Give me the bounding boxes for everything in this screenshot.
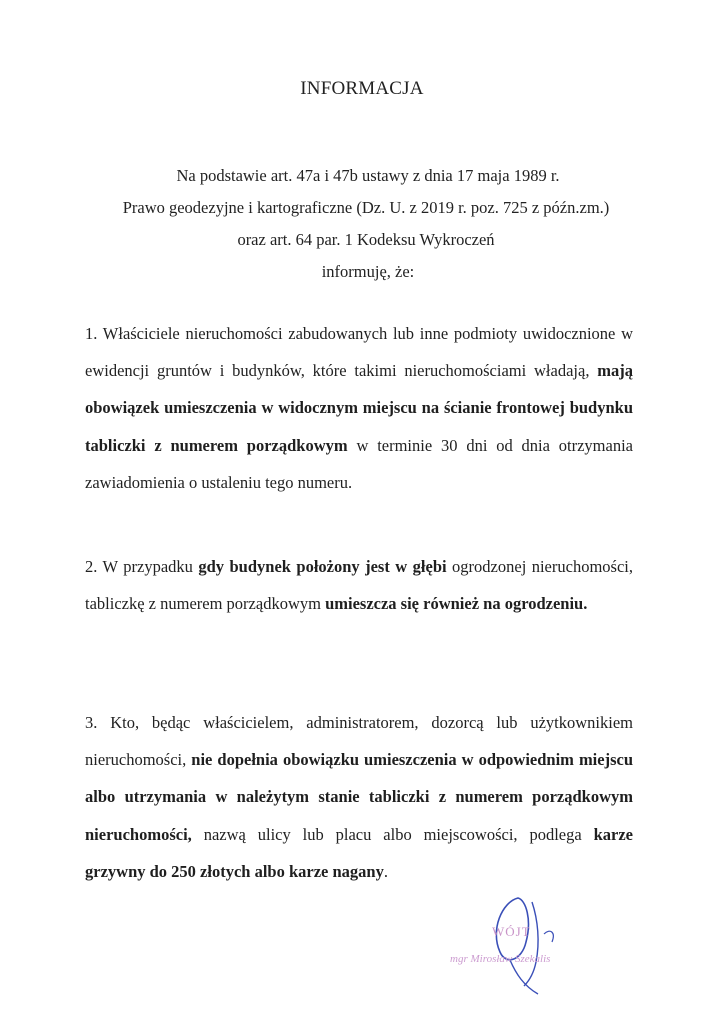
- paragraph-3-text-3: .: [383, 861, 388, 881]
- legal-basis-line-4: informuję, że:: [321, 262, 415, 281]
- paragraph-3: [85, 704, 633, 890]
- paragraph-1-text-2: w terminie 30 dni od dnia otrzymania zawiadomienia o ustaleniu tego numeru.: [85, 435, 633, 492]
- legal-basis-line-3: oraz art. 64 par. 1 Kodeksu Wykroczeń: [237, 230, 495, 249]
- signature-icon: [440, 890, 630, 1000]
- paragraph-3-text-1: 3. Kto, będąc właścicielem, administratorem, dozorcą lub użytkownikiem nieruchomości,: [85, 713, 633, 770]
- paragraph-2: [85, 548, 633, 622]
- paragraph-2-text-2: ogrodzonej nieruchomości, tabliczkę z numerem porządkowym: [85, 557, 633, 614]
- paragraph-1-bold-1: mają obowiązek umieszczenia w widocznym miejscu na ścianie frontowej budynku tabliczki z numerem porządkowym: [85, 361, 633, 455]
- legal-basis-line-1: Na podstawie art. 47a i 47b ustawy z dnia 17 maja 1989 r.: [176, 166, 560, 185]
- paragraph-1: [85, 315, 633, 501]
- stamp-name: mgr Mirosław Szekalis: [450, 953, 551, 965]
- paragraph-3-bold-1: nie dopełnia obowiązku umieszczenia w odpowiednim miejscu albo utrzymania w należytym stanie tabliczki z numerem porządkowym nieruchomości,: [85, 750, 634, 844]
- legal-basis-line-2: Prawo geodezyjne i kartograficzne (Dz. U. z 2019 r. poz. 725 z późn.zm.): [122, 198, 610, 217]
- stamp-title: WÓJT: [492, 924, 531, 939]
- paragraph-2-text-1: 2. W przypadku: [85, 557, 199, 576]
- paragraph-2-bold-1: gdy budynek położony jest w głębi: [198, 557, 447, 576]
- signature-block: [440, 890, 630, 1000]
- paragraph-3-bold-2: karze grzywny do 250 złotych albo karze nagany: [85, 824, 633, 881]
- page-title: INFORMACJA: [300, 78, 424, 99]
- paragraph-3-text-2: nazwą ulicy lub placu albo miejscowości, podlega: [191, 824, 594, 844]
- legal-basis: [0, 160, 724, 288]
- paragraph-2-bold-2: umieszcza się również na ogrodzeniu.: [325, 594, 588, 614]
- paragraph-1-text-1: 1. Właściciele nieruchomości zabudowanych lub inne podmioty uwidocznione w ewidencji gruntów i budynków, które takimi nieruchomościami władają,: [85, 324, 633, 381]
